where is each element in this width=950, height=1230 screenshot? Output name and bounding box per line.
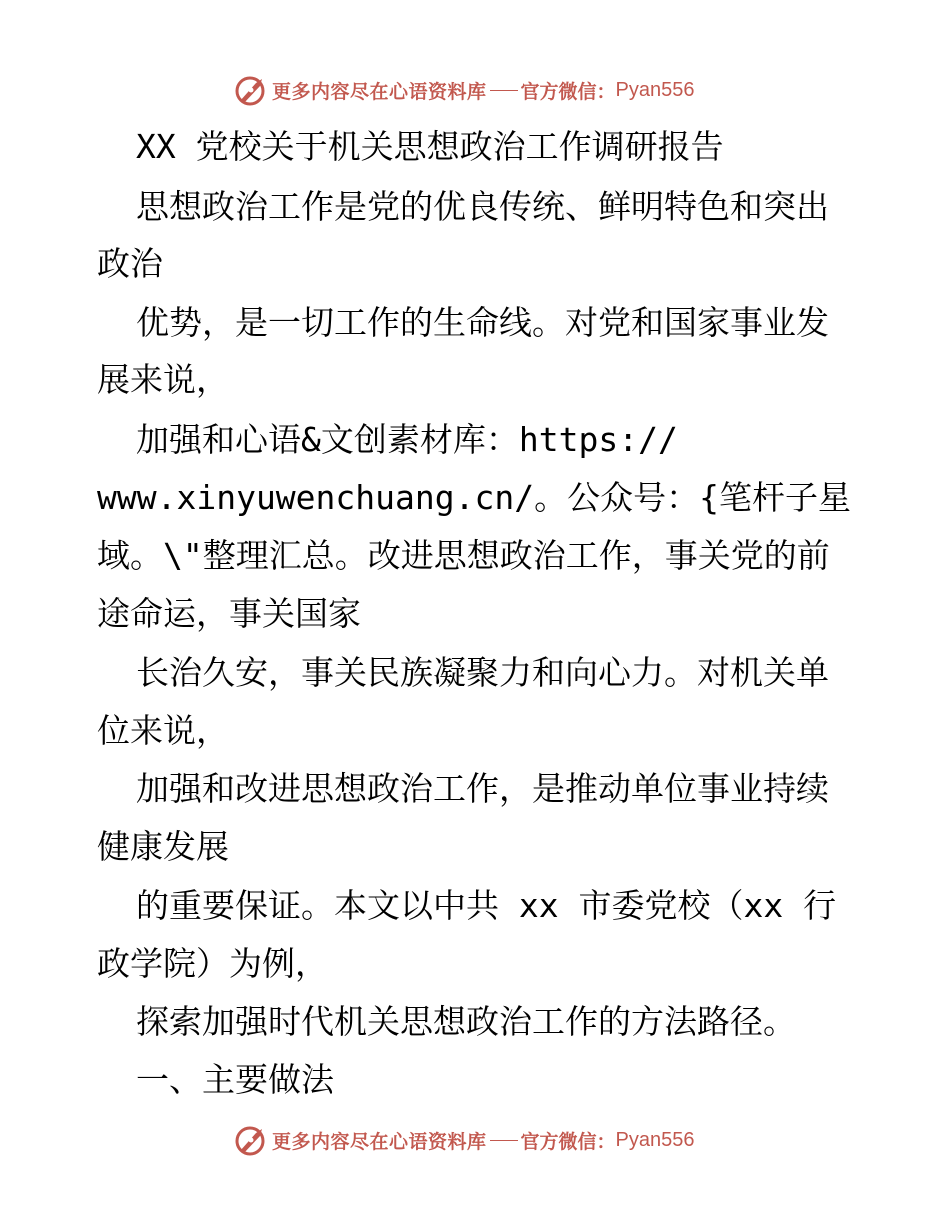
footer-watermark xyxy=(234,1120,695,1160)
text-line: 政学院）为例， xyxy=(97,944,328,983)
text-line: 长治久安，事关民族凝聚力和向心力。对机关单 xyxy=(136,653,829,692)
text-line: 域。\"整理汇总。改进思想政治工作，事关党的前 xyxy=(97,536,830,575)
text-line: 政治 xyxy=(97,244,163,283)
text-line: 位来说， xyxy=(97,711,229,750)
text-line: 优势，是一切工作的生命线。对党和国家事业发 xyxy=(136,303,829,342)
text-line: 加强和改进思想政治工作，是推动单位事业持续 xyxy=(136,769,829,808)
text-line: 思想政治工作是党的优良传统、鲜明特色和突出 xyxy=(136,187,829,226)
watermark-text: 更多内容尽在心语资料库 xyxy=(272,80,487,103)
text-line: 途命运，事关国家 xyxy=(97,594,361,633)
watermark-wechat-id: Pyan556 xyxy=(615,1128,695,1151)
pen-nib-logo-icon xyxy=(234,73,268,107)
watermark-text: 更多内容尽在心语资料库 xyxy=(272,1130,487,1153)
text-line: www.xinyuwenchuang.cn/。公众号：{笔杆子星 xyxy=(97,478,851,517)
header-watermark xyxy=(234,70,695,110)
text-line: 的重要保证。本文以中共 xx 市委党校（xx 行 xyxy=(136,886,837,925)
text-line: 加强和心语&文创素材库：https:// xyxy=(136,420,678,459)
watermark-wechat-label: 官方微信： xyxy=(520,80,616,103)
text-line: 健康发展 xyxy=(97,827,229,866)
section-heading: 一、主要做法 xyxy=(136,1060,334,1099)
watermark-wechat-id: Pyan556 xyxy=(615,78,695,101)
text-line: 探索加强时代机关思想政治工作的方法路径。 xyxy=(136,1002,796,1041)
document-title: XX 党校关于机关思想政治工作调研报告 xyxy=(136,127,724,166)
watermark-wechat-label: 官方微信： xyxy=(520,1130,616,1153)
text-line: 展来说， xyxy=(97,360,229,399)
watermark-dash xyxy=(490,90,518,91)
watermark-dash xyxy=(490,1140,518,1141)
pen-nib-logo-icon xyxy=(234,1123,268,1157)
